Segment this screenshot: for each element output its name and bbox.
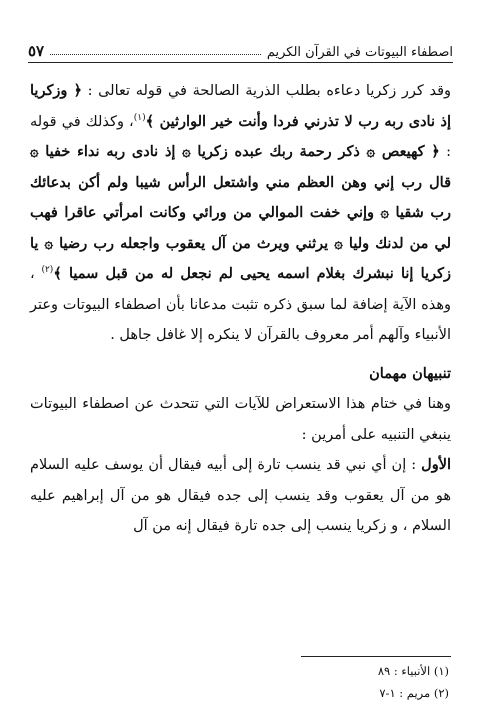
running-title: اصطفاء البيوتات في القرآن الكريم	[266, 45, 453, 60]
quran-quote-maryam: ﴿ كهيعص ۞ ذكر رحمة ربك عبده زكريا ۞ إذ نادى ربه نداء خفيا ۞ قال رب إني وهن العظم مني واشتعل الرأس شيبا ولم أكن بدعائك رب شقيا ۞ وإني خفت الموالي من ورائي وكانت امرأتي عاقرا فهب لي من لدنك وليا ۞ يرثني ويرث من آل يعقوب واجعله رب رضيا ۞ يا زكريا إنا نبشرك بغلام اسمه يحيى لم نجعل له من قبل سميا ﴾	[30, 143, 451, 282]
paragraph-zakariya	[30, 76, 451, 351]
paragraph-intro: وقد كرر زكريا دعاءه بطلب الذرية الصالحة في قوله تعالى :	[87, 83, 452, 99]
first-note-label: الأول	[421, 456, 451, 473]
footnote-rule	[301, 656, 451, 657]
paragraph-first-note	[30, 450, 451, 542]
page-number: ٥٧	[28, 42, 45, 60]
quran-quote-anbiya: ﴿ وزكريا إذ نادى ربه رب لا تذرني فردا وأنت خير الوارثين ﴾	[30, 82, 451, 130]
footnotes	[378, 660, 449, 704]
section-heading: تنبيهان مهمان	[369, 364, 451, 382]
footnote-ref-2: (٢)	[41, 265, 54, 276]
page-header	[28, 34, 453, 60]
footnote-1: (١) الأنبياء : ٨٩	[377, 664, 449, 678]
paragraph-conclusion: ، وهذه الآية إضافة لما سبق ذكره تثبت مدعانا بأن اصطفاء البيوتات وعتر الأنبياء وآلهم أمر معروف بالقرآن لا ينكره إلا غافل جاهل .	[30, 266, 451, 343]
paragraph-intro-2: وكذلك في قوله :	[30, 113, 452, 160]
body-text	[30, 76, 451, 542]
first-note-text: : إن أي نبي قد ينسب تارة إلى أبيه فيقال أن يوسف عليه السلام هو من آل يعقوب وقد ينسب إلى جده فيقال هو من آل إبراهيم عليه السلام ، و زكريا ينسب إلى جده تارة فيقال إنه من آل	[30, 457, 451, 534]
footnote-2: (٢) مريم : ١-٧	[379, 686, 449, 700]
comma: ،	[129, 113, 134, 130]
footnote-ref-1: (١)	[133, 112, 146, 123]
header-rule	[28, 62, 453, 63]
header-dot-leader	[50, 53, 261, 55]
paragraph-intro-notes: وهنا في ختام هذا الاستعراض للآيات التي تتحدث عن اصطفاء البيوتات ينبغي التنبيه على أمرين :	[30, 396, 451, 443]
